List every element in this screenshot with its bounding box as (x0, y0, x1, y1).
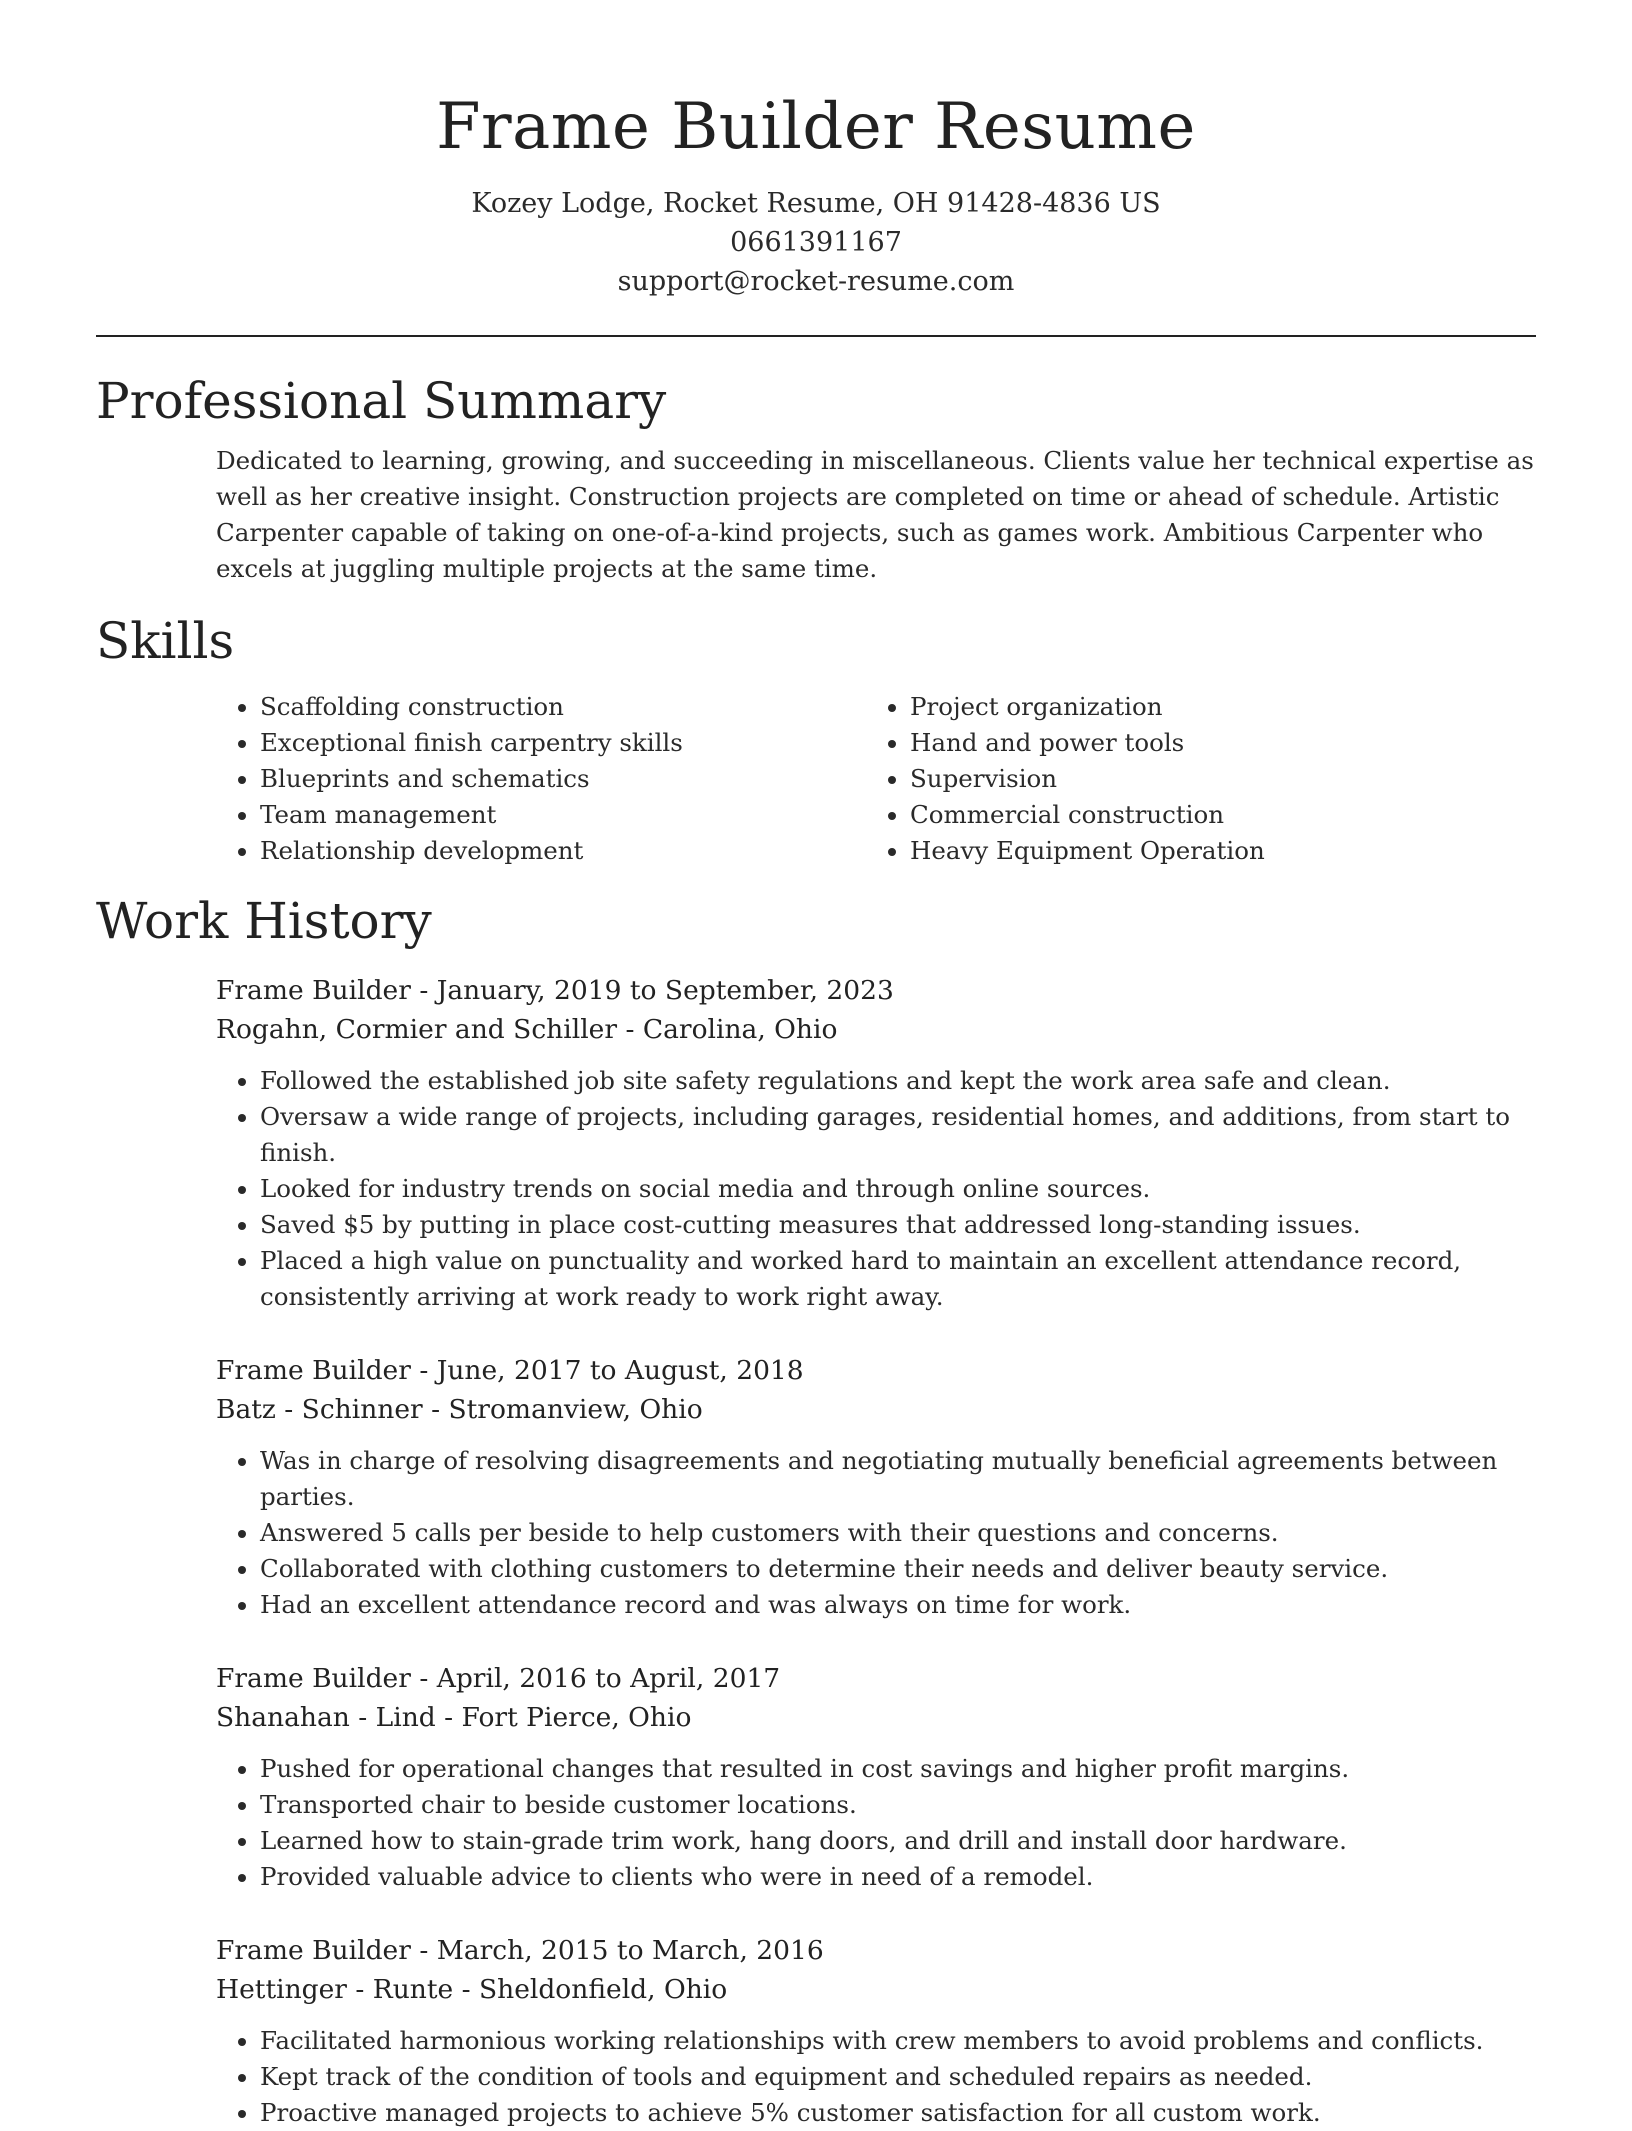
skill-item: • Commercial construction (910, 797, 1516, 833)
job-bullet: • Pushed for operational changes that resulted in cost savings and higher profit margins. (260, 1751, 1536, 1787)
job-bullet: • Facilitated harmonious working relationships with crew members to avoid problems and conflicts. (260, 2023, 1536, 2059)
job-role-dates: Frame Builder - April, 2016 to April, 2017 (216, 1663, 781, 1694)
skill-item: • Blueprints and schematics (260, 761, 866, 797)
job-role-dates: Frame Builder - January, 2019 to September, 2023 (216, 975, 894, 1006)
summary-text: Dedicated to learning, growing, and succeeding in miscellaneous. Clients value her technical expertise as well as her creative insight. Construction projects are completed on time or ahead of schedule. Artistic Carpenter capable of taking on one-of-a-kind projects, such as games work. Ambitious Carpenter who excels at juggling multiple projects at the same time. (216, 446, 1534, 583)
header-divider (96, 335, 1536, 337)
contact-email: support@rocket-resume.com (617, 266, 1015, 297)
resume-page (96, 0, 1536, 2131)
job-company-location: Batz - Schinner - Stromanview, Ohio (216, 1394, 703, 1425)
job-bullet: • Collaborated with clothing customers to determine their needs and deliver beauty service. (260, 1551, 1536, 1587)
job-bullet-list (216, 1443, 1536, 1623)
job-bullet: • Provided valuable advice to clients who were in need of a remodel. (260, 1859, 1536, 1895)
job-company-location: Hettinger - Runte - Sheldonfield, Ohio (216, 1974, 728, 2005)
job-entry (216, 971, 1536, 1315)
contact-block (96, 184, 1536, 301)
job-entry (216, 1931, 1536, 2131)
contact-phone: 0661391167 (730, 227, 902, 258)
job-role-dates: Frame Builder - March, 2015 to March, 2016 (216, 1935, 824, 1966)
job-company-location: Rogahn, Cormier and Schiller - Carolina, Ohio (216, 1014, 838, 1045)
skills-grid (216, 689, 1536, 869)
job-bullet: • Placed a high value on punctuality and worked hard to maintain an excellent attendance record, consistently arriving at work ready to work right away. (260, 1243, 1536, 1315)
job-bullet: • Oversaw a wide range of projects, including garages, residential homes, and additions, from start to finish. (260, 1099, 1536, 1171)
resume-header (96, 0, 1536, 337)
job-bullet: • Answered 5 calls per beside to help customers with their questions and concerns. (260, 1515, 1536, 1551)
job-bullet: • Had an excellent attendance record and was always on time for work. (260, 1587, 1536, 1623)
contact-address: Kozey Lodge, Rocket Resume, OH 91428-4836 US (471, 188, 1161, 219)
job-role-dates: Frame Builder - June, 2017 to August, 2018 (216, 1355, 804, 1386)
skill-item: • Hand and power tools (910, 725, 1516, 761)
skill-item: • Scaffolding construction (260, 689, 866, 725)
job-bullet: • Kept track of the condition of tools and equipment and scheduled repairs as needed. (260, 2059, 1536, 2095)
job-bullet: • Proactive managed projects to achieve 5% customer satisfaction for all custom work. (260, 2095, 1536, 2131)
skill-item: • Relationship development (260, 833, 866, 869)
job-bullet: • Transported chair to beside customer locations. (260, 1787, 1536, 1823)
job-bullet-list (216, 1063, 1536, 1315)
skill-item: • Supervision (910, 761, 1516, 797)
skill-item: • Exceptional finish carpentry skills (260, 725, 866, 761)
skills-list-right (866, 689, 1516, 869)
job-company-location: Shanahan - Lind - Fort Pierce, Ohio (216, 1702, 692, 1733)
job-entry (216, 1351, 1536, 1623)
summary-heading: Professional Summary (96, 372, 667, 430)
skill-item: • Project organization (910, 689, 1516, 725)
job-bullet-list (216, 1751, 1536, 1895)
resume-title: Frame Builder Resume (436, 90, 1196, 164)
job-bullet: • Looked for industry trends on social media and through online sources. (260, 1171, 1536, 1207)
skill-item: • Team management (260, 797, 866, 833)
job-bullet: • Was in charge of resolving disagreements and negotiating mutually beneficial agreements between parties. (260, 1443, 1536, 1515)
job-bullet: • Saved $5 by putting in place cost-cutting measures that addressed long-standing issues. (260, 1207, 1536, 1243)
job-bullet: • Learned how to stain-grade trim work, hang doors, and drill and install door hardware. (260, 1823, 1536, 1859)
skills-heading: Skills (96, 612, 235, 670)
job-entry (216, 1659, 1536, 1895)
skills-list-left (216, 689, 866, 869)
job-bullet-list (216, 2023, 1536, 2131)
skill-item: • Heavy Equipment Operation (910, 833, 1516, 869)
work-history-heading: Work History (96, 892, 432, 950)
job-bullet: • Followed the established job site safety regulations and kept the work area safe and clean. (260, 1063, 1536, 1099)
